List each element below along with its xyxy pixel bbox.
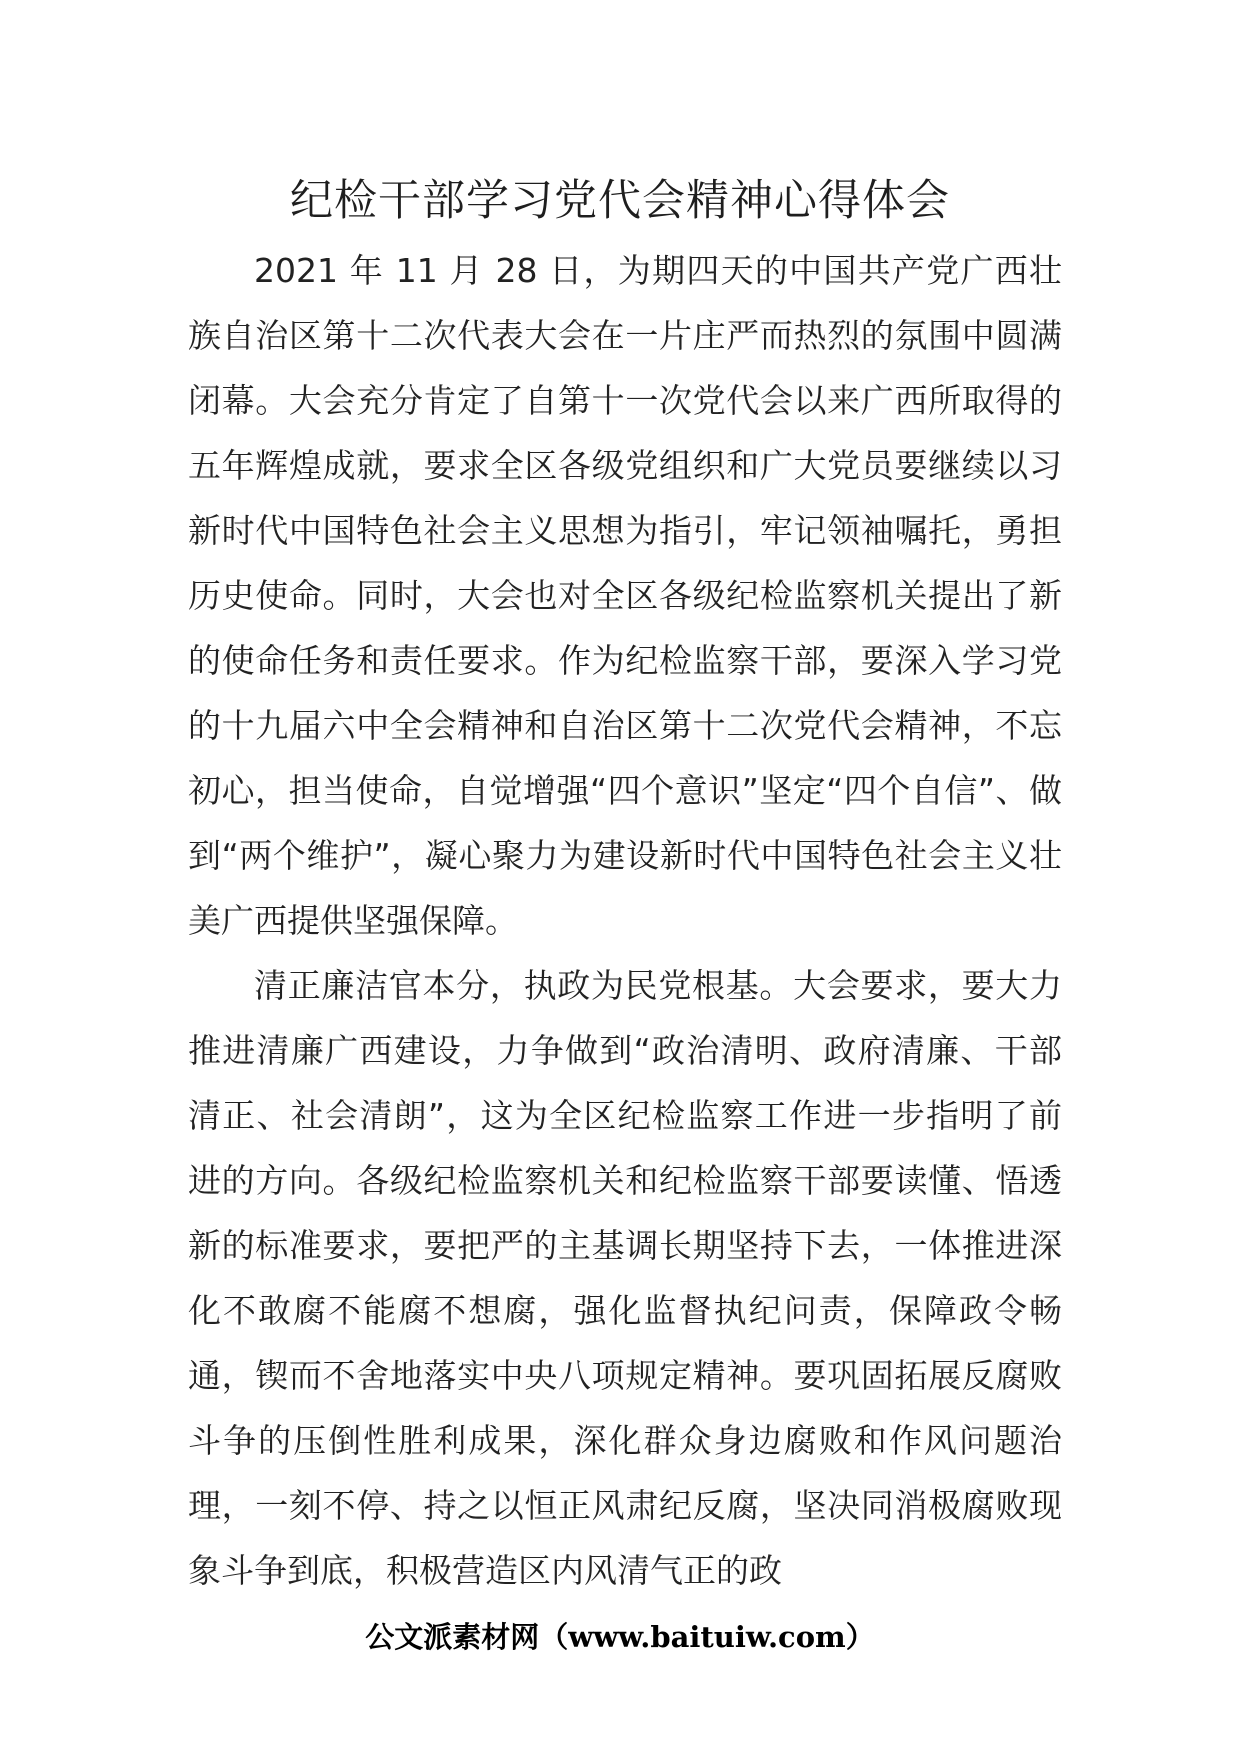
document-body bbox=[188, 238, 1062, 1603]
paragraph: 2021 年 11 月 28 日，为期四天的中国共产党广西壮族自治区第十二次代表大会在一片庄严而热烈的氛围中圆满闭幕。大会充分肯定了自第十一次党代会以来广西所取得的五年辉煌成就，要求全区各级党组织和广大党员要继续以习新时代中国特色社会主义思想为指引，牢记领袖嘱托，勇担历史使命。同时，大会也对全区各级纪检监察机关提出了新的使命任务和责任要求。作为纪检监察干部，要深入学习党的十九届六中全会精神和自治区第十二次党代会精神，不忘初心，担当使命，自觉增强“四个意识”坚定“四个自信”、做到“两个维护”，凝心聚力为建设新时代中国特色社会主义壮美广西提供坚强保障。 bbox=[188, 251, 1062, 940]
paragraph: 清正廉洁官本分，执政为民党根基。大会要求，要大力推进清廉广西建设，力争做到“政治清明、政府清廉、干部清正、社会清朗”，这为全区纪检监察工作进一步指明了前进的方向。各级纪检监察机关和纪检监察干部要读懂、悟透新的标准要求，要把严的主基调长期坚持下去，一体推进深化不敢腐不能腐不想腐，强化监督执纪问责，保障政令畅通，锲而不舍地落实中央八项规定精神。要巩固拓展反腐败斗争的压倒性胜利成果，深化群众身边腐败和作风问题治理，一刻不停、持之以恒正风肃纪反腐，坚决同消极腐败现象斗争到底，积极营造区内风清气正的政 bbox=[188, 966, 1062, 1590]
document-title: 纪检干部学习党代会精神心得体会 bbox=[290, 176, 950, 226]
footer-watermark: 公文派素材网（www.baituiw.com） bbox=[365, 1620, 875, 1654]
